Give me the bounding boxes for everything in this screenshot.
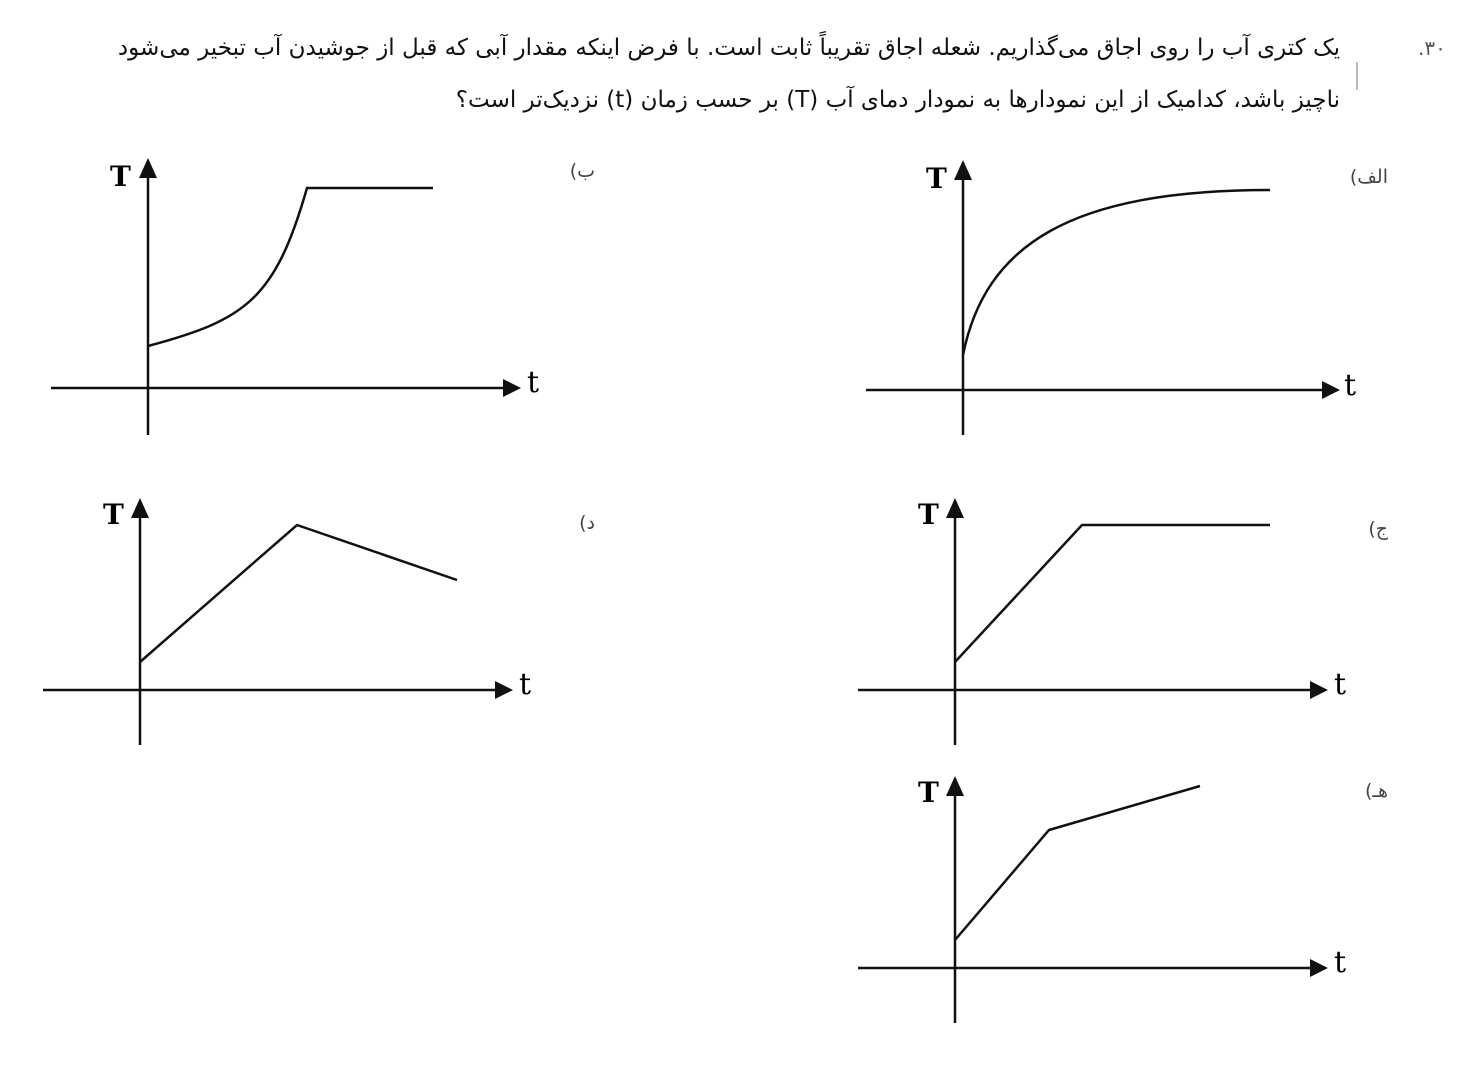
t-axis-label: t: [1334, 667, 1347, 702]
option-label-he: هـ): [1365, 780, 1388, 802]
graph-dal: [37, 490, 557, 750]
t-axis-label: t: [519, 667, 532, 702]
t-axis-label: t: [1334, 945, 1347, 980]
graph-he: [852, 768, 1372, 1033]
option-label-che: ج): [1368, 518, 1388, 540]
t-axis-label: t: [527, 365, 540, 400]
T-axis-label: T: [918, 776, 939, 809]
option-label-be: ب): [569, 160, 595, 182]
T-axis-arrow: [946, 776, 964, 796]
t-axis-arrow: [1322, 381, 1340, 399]
T-axis-label: T: [103, 498, 124, 531]
graph-alef: [860, 150, 1380, 440]
question-line-1: یک کتری آب را روی اجاق می‌گذاریم. شعله اجاق تقریباً ثابت است. با فرض اینکه مقدار آبی که قبل از جوشیدن آب تبخیر می‌شود: [117, 35, 1340, 61]
t-axis-arrow: [495, 681, 513, 699]
t-axis-label: t: [1344, 368, 1357, 403]
t-axis-arrow: [503, 379, 521, 397]
option-label-alef: الف): [1349, 166, 1388, 188]
T-axis-arrow: [131, 498, 149, 518]
graph-che: [852, 490, 1372, 750]
t-axis-arrow: [1310, 959, 1328, 977]
question-text: [10, 22, 1340, 126]
T-axis-label: T: [918, 498, 939, 531]
option-label-dal: د): [579, 512, 595, 534]
temperature-curve: [955, 786, 1200, 940]
margin-mark: [1356, 62, 1358, 90]
T-axis-arrow: [954, 160, 972, 180]
temperature-curve: [955, 525, 1270, 662]
question-number: ۳۰.: [1418, 36, 1446, 60]
T-axis-arrow: [139, 158, 157, 178]
t-axis-arrow: [1310, 681, 1328, 699]
T-axis-label: T: [926, 162, 947, 195]
temperature-curve: [148, 188, 433, 346]
temperature-curve: [140, 525, 457, 662]
temperature-curve: [963, 190, 1270, 355]
T-axis-label: T: [110, 160, 131, 193]
graph-be: [45, 150, 565, 440]
T-axis-arrow: [946, 498, 964, 518]
question-line-2: ناچیز باشد، کدامیک از این نمودارها به نمودار دمای آب (T) بر حسب زمان (t) نزدیک‌تر است؟: [455, 87, 1340, 113]
